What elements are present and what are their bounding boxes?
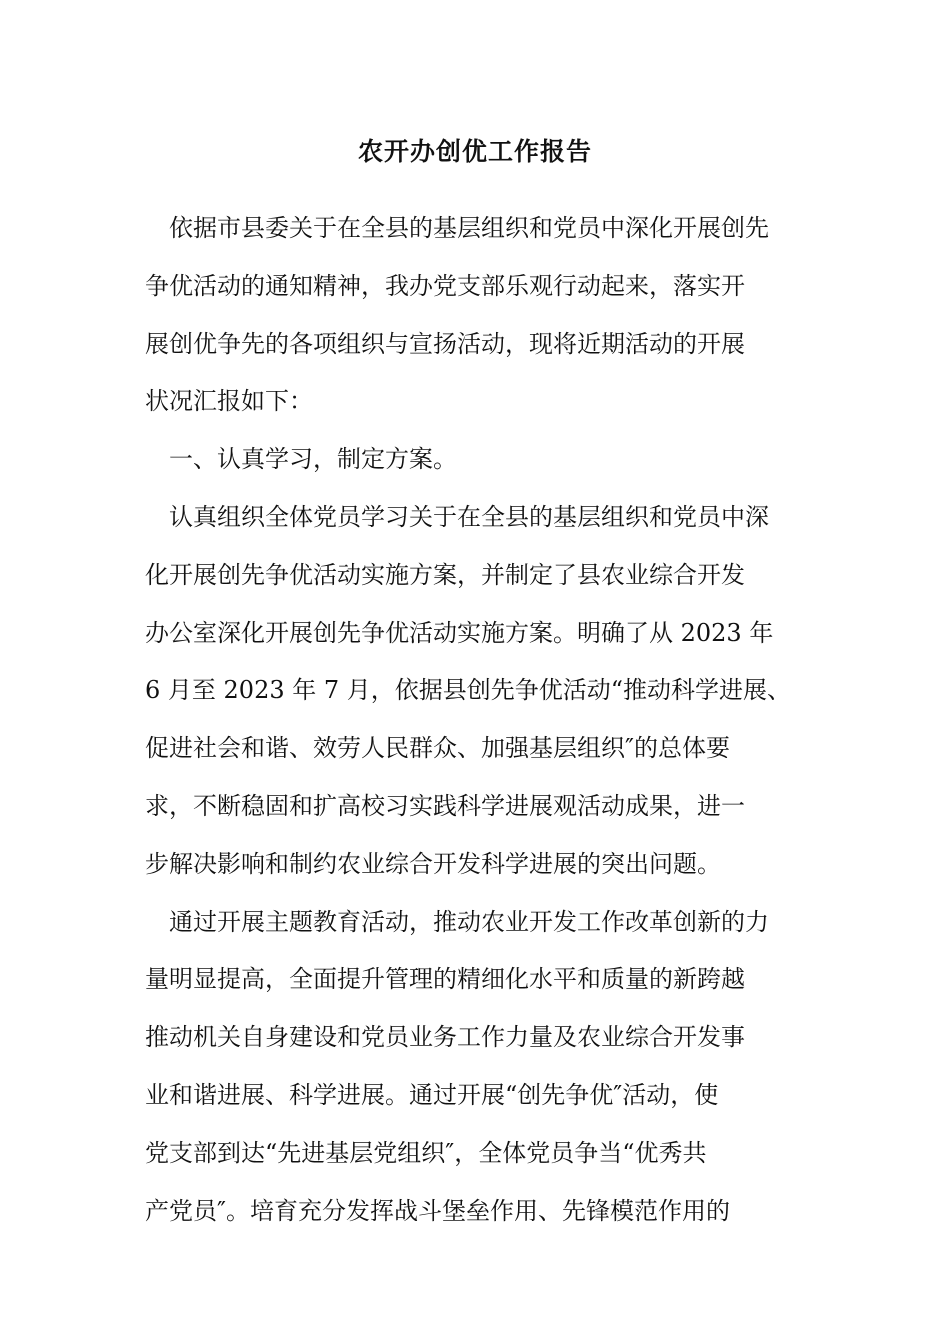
text-line: 量明显提高，全面提升管理的精细化水平和质量的新跨越 <box>145 965 745 994</box>
text-line: 通过开展主题教育活动，推动农业开发工作改革创新的力 <box>169 907 769 936</box>
text-line: 争优活动的通知精神，我办党支部乐观行动起来，落实开 <box>145 271 745 300</box>
text-line: 依据市县委关于在全县的基层组织和党员中深化开展创先 <box>169 214 769 242</box>
text-line: 产党员″。培育充分发挥战斗堡垒作用、先锋模范作用的 <box>145 1196 730 1225</box>
document-title: 农开办创优工作报告 <box>357 137 592 166</box>
text-line: 求，不断稳固和扩高校习实践科学进展观活动成果，进一 <box>145 791 745 820</box>
text-line: 党支部到达“先进基层党组织″，全体党员争当“优秀共 <box>145 1138 707 1167</box>
text-line: 促进社会和谐、效劳人民群众、加强基层组织″的总体要 <box>145 734 730 763</box>
text-line: 状况汇报如下： <box>145 387 313 416</box>
text-line: 步解决影响和制约农业综合开发科学进展的突出问题。 <box>145 849 721 878</box>
paragraph-intro <box>145 200 825 431</box>
text-line: 6 月至 2023 年 7 月，依据县创先争优活动“推动科学进展、 <box>145 676 792 705</box>
paragraph-study <box>145 489 825 894</box>
section-heading <box>145 431 825 489</box>
paragraph-goals <box>145 894 825 1241</box>
text-line: 业和谐进展、科学进展。通过开展“创先争优″活动，使 <box>145 1080 719 1109</box>
text-line: 一、认真学习，制定方案。 <box>169 445 457 474</box>
text-line: 认真组织全体党员学习关于在全县的基层组织和党员中深 <box>169 502 769 531</box>
text-line: 展创优争先的各项组织与宣扬活动，现将近期活动的开展 <box>145 329 745 358</box>
text-line: 推动机关自身建设和党员业务工作力量及农业综合开发事 <box>145 1023 745 1052</box>
text-line: 化开展创先争优活动实施方案，并制定了县农业综合开发 <box>145 560 745 589</box>
text-line: 办公室深化开展创先争优活动实施方案。明确了从 2023 年 <box>145 618 774 647</box>
document-body <box>145 200 825 1240</box>
